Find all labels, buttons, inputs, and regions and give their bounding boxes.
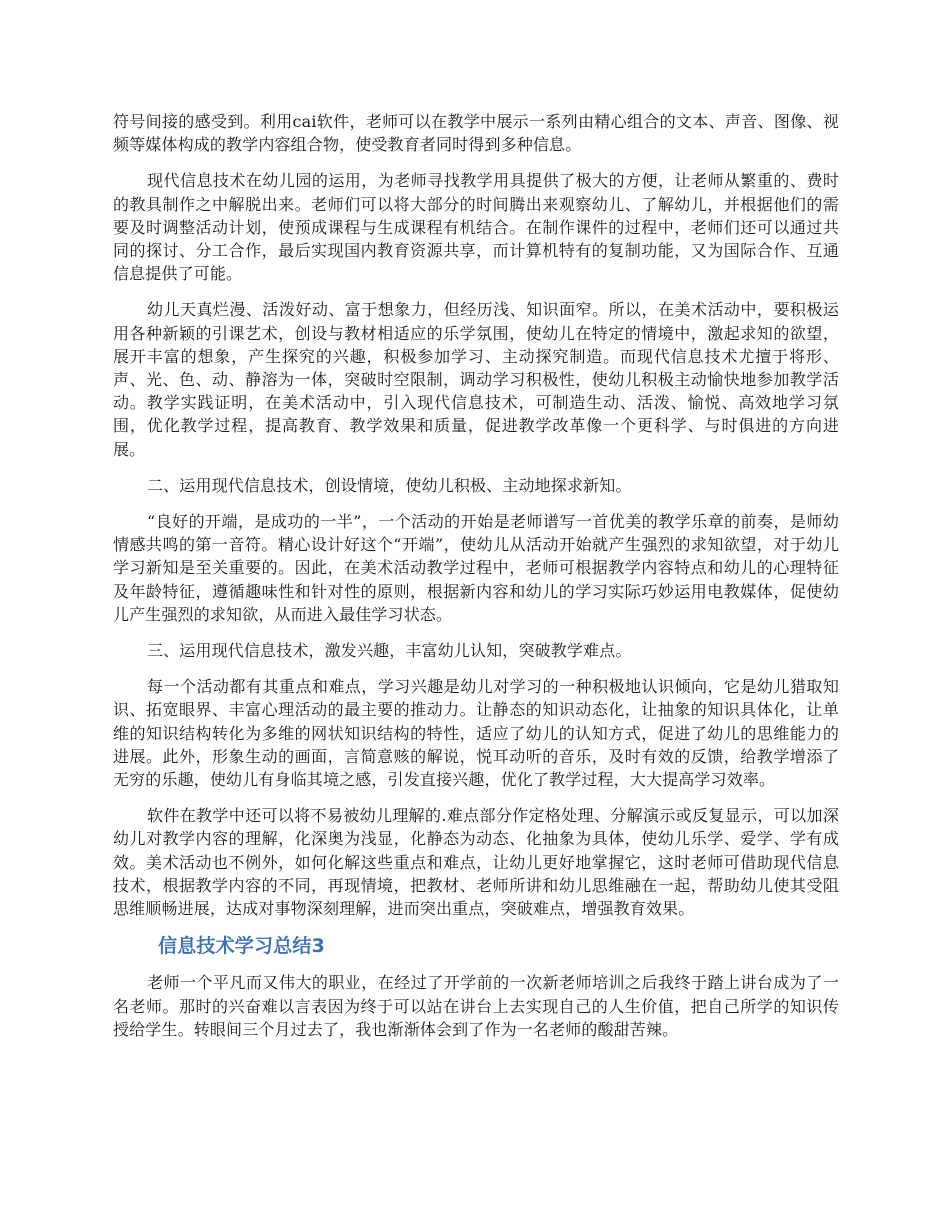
subheading-section-two: 二、运用现代信息技术，创设情境，使幼儿积极、主动地探求新知。: [147, 475, 632, 495]
paragraph-software-teaching: 软件在教学中还可以将不易被幼儿理解的.难点部分作定格处理、分解演示或反复显示，可以加深幼儿对教学内容的理解，化深奥为浅显，化静态为动态、化抽象为具体，使幼儿乐学、爱学、学有成效。美术活动也不例外，如何化解这些重点和难点，让幼儿更好地掌握它，这时老师可借助现代信息技术，根据教学内容的不同，再现情境，把教材、老师所讲和幼儿思维融在一起，帮助幼儿使其受阻思维顺畅进展，达成对事物深刻理解，进而突出重点，突破难点，增强教育效果。: [113, 806, 839, 919]
subheading-section-three: 三、运用现代信息技术，激发兴趣，丰富幼儿认知，突破教学难点。: [147, 641, 632, 661]
paragraph-teaching-tools: 现代信息技术在幼儿园的运用，为老师寻找教学用具提供了极大的方便，让老师从繁重的、费时的教具制作之中解脱出来。老师们可以将大部分的时间腾出来观察幼儿、了解幼儿，并根据他们的需要及时调整活动计划，使预成课程与生成课程有机结合。在制作课件的过程中，老师们还可以通过共同的探讨、分工合作，最后实现国内教育资源共享，而计算机特有的复制功能，又为国际合作、互通信息提供了可能。: [113, 171, 839, 284]
section-heading: 信息技术学习总结3: [158, 935, 326, 958]
paragraph-key-points: 每一个活动都有其重点和难点，学习兴趣是幼儿对学习的一种积极地认识倾向，它是幼儿猎取知识、拓宽眼界、丰富心理活动的最主要的推动力。让静态的知识动态化，让抽象的知识具体化，让单维的知识结构转化为多维的网状知识结构的特性，适应了幼儿的认知方式，促进了幼儿的思维能力的进展。此外，形象生动的画面，言简意赅的解说，悦耳动听的音乐，及时有效的反馈，给教学增添了无穷的乐趣，使幼儿有身临其境之感，引发直接兴趣，优化了教学过程，大大提高学习效率。: [113, 677, 839, 790]
paragraph-art-activities: 幼儿天真烂漫、活泼好动、富于想象力，但经历浅、知识面窄。所以，在美术活动中，要积极运用各种新颖的引课艺术，创设与教材相适应的乐学氛围，使幼儿在特定的情境中，激起求知的欲望，展开丰富的想象，产生探究的兴趣，积极参加学习、主动探究制造。而现代信息技术尤擅于将形、声、光、色、动、静溶为一体，突破时空限制，调动学习积极性，使幼儿积极主动愉快地参加教学活动。教学实践证明，在美术活动中，引入现代信息技术，可制造生动、活泼、愉悦、高效地学习氛围，优化教学过程，提高教育、教学效果和质量，促进教学改革像一个更科学、与时俱进的方向进展。: [113, 300, 839, 459]
paragraph-good-start: “良好的开端，是成功的一半”，一个活动的开始是老师谱写一首优美的教学乐章的前奏，是师幼情感共鸣的第一音符。精心设计好这个“开端”，使幼儿从活动开始就产生强烈的求知欲望，对于幼儿学习新知是至关重要的。因此，在美术活动教学过程中，老师可根据教学内容特点和幼儿的心理特征及年龄特征，遵循趣味性和针对性的原则，根据新内容和幼儿的学习实际巧妙运用电教媒体，促使幼儿产生强烈的求知欲，从而进入最佳学习状态。: [113, 512, 839, 624]
paragraph-continuation: 符号间接的感受到。利用cai软件，老师可以在教学中展示一系列由精心组合的文本、声音、图像、视频等媒体构成的教学内容组合物，使受教育者同时得到多种信息。: [113, 112, 839, 155]
paragraph-teacher-career: 老师一个平凡而又伟大的职业，在经过了开学前的一次新老师培训之后我终于踏上讲台成为了一名老师。那时的兴奋难以言表因为终于可以站在讲台上去实现自己的人生价值，把自己所学的知识传授给学生。转眼间三个月过去了，我也渐渐体会到了作为一名老师的酸甜苦辣。: [113, 973, 839, 1039]
document-body: [113, 110, 839, 1054]
